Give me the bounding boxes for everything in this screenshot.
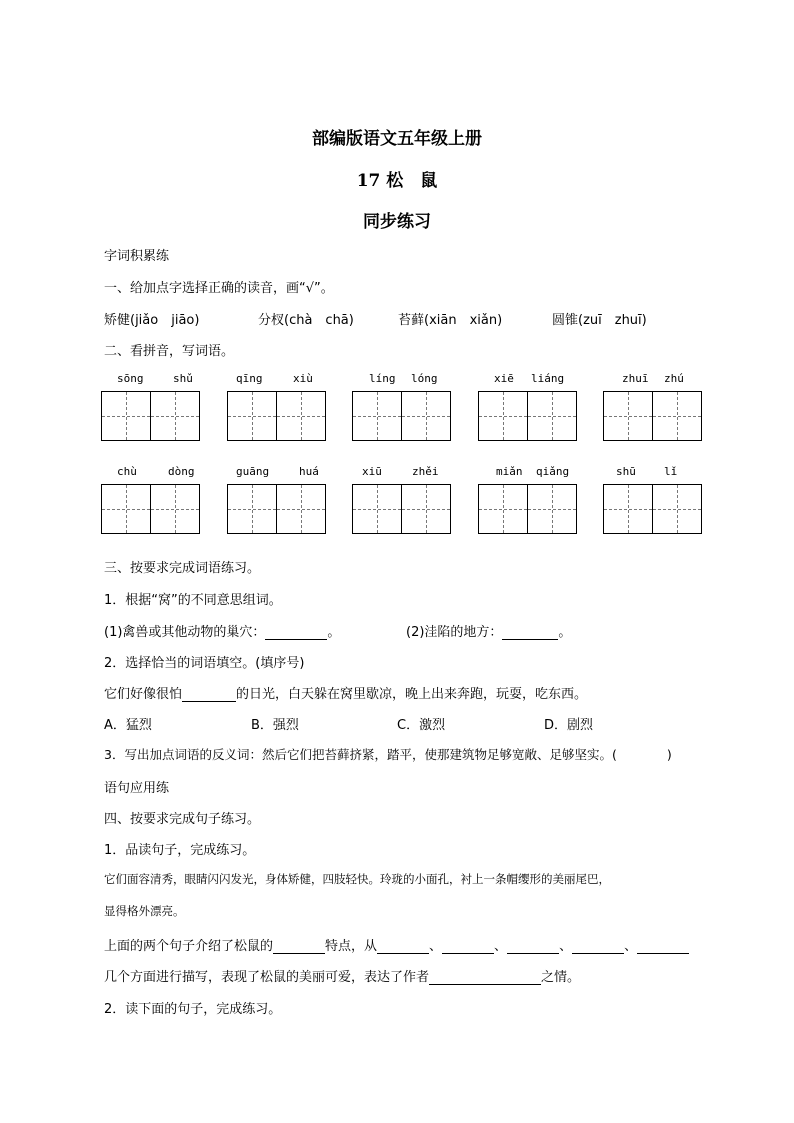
pinyin: sōng bbox=[117, 372, 144, 385]
sentence-part: 特点，从 bbox=[325, 939, 378, 954]
q4-prompt: 四、按要求完成句子练习。 bbox=[104, 812, 261, 827]
pinyin: miǎn bbox=[496, 465, 523, 478]
q1-item: 矫健(jiǎo jiāo) bbox=[104, 313, 200, 328]
q3-sub1-a: (1)禽兽或其他动物的巢穴： bbox=[104, 625, 266, 640]
answer-blank[interactable] bbox=[265, 625, 327, 640]
separator: 、 bbox=[494, 939, 508, 954]
writing-grid[interactable] bbox=[101, 391, 199, 441]
writing-grid[interactable] bbox=[478, 484, 576, 534]
answer-blank[interactable] bbox=[377, 939, 429, 954]
separator: 、 bbox=[624, 939, 638, 954]
pinyin: shū bbox=[616, 465, 636, 478]
pinyin: zhú bbox=[664, 372, 684, 385]
lesson-title: 17 松 鼠 bbox=[356, 171, 438, 191]
q3-sub2-sentence bbox=[104, 683, 587, 702]
page-subtitle: 同步练习 bbox=[363, 212, 431, 232]
option: C．激烈 bbox=[397, 718, 446, 733]
pinyin: zhuī bbox=[622, 372, 649, 385]
q3-prompt: 三、按要求完成词语练习。 bbox=[104, 561, 261, 576]
writing-grid[interactable] bbox=[352, 484, 450, 534]
period: 。 bbox=[327, 625, 341, 640]
writing-grid[interactable] bbox=[478, 391, 576, 441]
page-title: 部编版语文五年级上册 bbox=[312, 129, 482, 149]
q3-sub2: 2．选择恰当的词语填空。(填序号) bbox=[104, 656, 305, 671]
option: D．剧烈 bbox=[544, 718, 594, 733]
quote-line: 显得格外漂亮。 bbox=[104, 904, 185, 918]
sentence-part: 之情。 bbox=[541, 970, 581, 985]
q4-sub1: 1．品读句子，完成练习。 bbox=[104, 843, 256, 858]
answer-blank[interactable] bbox=[502, 625, 558, 640]
pinyin: dòng bbox=[168, 465, 195, 478]
q1-item: 苔藓(xiān xiǎn) bbox=[398, 313, 503, 328]
q3-sub1: 1．根据“窝”的不同意思组词。 bbox=[104, 593, 282, 608]
answer-blank[interactable] bbox=[429, 970, 541, 985]
option: B．强烈 bbox=[251, 718, 299, 733]
pinyin: lóng bbox=[411, 372, 438, 385]
writing-grid[interactable] bbox=[227, 484, 325, 534]
sentence-part: 几个方面进行描写，表现了松鼠的美丽可爱，表达了作者 bbox=[104, 970, 430, 985]
q1-prompt: 一、给加点字选择正确的读音，画“√”。 bbox=[104, 281, 334, 296]
option: A．猛烈 bbox=[104, 718, 152, 733]
answer-blank[interactable] bbox=[572, 939, 624, 954]
writing-grid[interactable] bbox=[603, 484, 701, 534]
pinyin: zhěi bbox=[412, 465, 439, 478]
q4-sub2: 2．读下面的句子，完成练习。 bbox=[104, 1002, 282, 1017]
q3-sub1-line bbox=[104, 621, 340, 640]
pinyin: xiē bbox=[494, 372, 514, 385]
pinyin: lǐ bbox=[664, 465, 678, 478]
pinyin: xiū bbox=[362, 465, 382, 478]
pinyin: qīng bbox=[236, 372, 263, 385]
writing-grid[interactable] bbox=[603, 391, 701, 441]
separator: 、 bbox=[559, 939, 573, 954]
pinyin: xiù bbox=[293, 372, 313, 385]
answer-blank[interactable] bbox=[442, 939, 494, 954]
section-sentence-heading: 语句应用练 bbox=[104, 781, 170, 796]
writing-grid[interactable] bbox=[101, 484, 199, 534]
answer-blank[interactable] bbox=[637, 939, 689, 954]
pinyin: guāng bbox=[236, 465, 270, 478]
quote-line: 它们面容清秀，眼睛闪闪发光，身体矫健，四肢轻快。玲珑的小面孔，衬上一条帽缨形的美丽尾巴， bbox=[104, 872, 610, 886]
writing-grid[interactable] bbox=[352, 391, 450, 441]
writing-grid[interactable] bbox=[227, 391, 325, 441]
answer-blank[interactable] bbox=[273, 939, 325, 954]
answer-blank[interactable] bbox=[182, 687, 236, 702]
pinyin: shǔ bbox=[173, 372, 193, 385]
pinyin: huá bbox=[299, 465, 319, 478]
pinyin: líng bbox=[369, 372, 396, 385]
q1-item: 圆锥(zuī zhuī) bbox=[552, 313, 647, 328]
q4-fill-line1 bbox=[104, 935, 689, 954]
separator: 、 bbox=[429, 939, 443, 954]
q2-prompt: 二、看拼音，写词语。 bbox=[104, 344, 235, 359]
pinyin: liáng bbox=[531, 372, 565, 385]
sentence-part: 的日光，白天躲在窝里歇凉，晚上出来奔跑，玩耍，吃东西。 bbox=[236, 687, 588, 702]
section-vocab-heading: 字词积累练 bbox=[104, 249, 170, 264]
q3-sub1-line-b bbox=[406, 621, 571, 640]
q1-item: 分杈(chà chā) bbox=[258, 313, 354, 328]
period: 。 bbox=[558, 625, 572, 640]
q3-sub3: 3．写出加点词语的反义词：然后它们把苔藓挤紧，踏平，使那建筑物足够宽敞、足够坚实。( ) bbox=[104, 747, 672, 762]
answer-blank[interactable] bbox=[507, 939, 559, 954]
sentence-part: 它们好像很怕 bbox=[104, 687, 183, 702]
pinyin: qiǎng bbox=[536, 465, 570, 478]
pinyin: chù bbox=[117, 465, 137, 478]
q4-fill-line2 bbox=[104, 966, 580, 985]
q3-sub1-b: (2)洼陷的地方： bbox=[406, 625, 503, 640]
sentence-part: 上面的两个句子介绍了松鼠的 bbox=[104, 939, 274, 954]
